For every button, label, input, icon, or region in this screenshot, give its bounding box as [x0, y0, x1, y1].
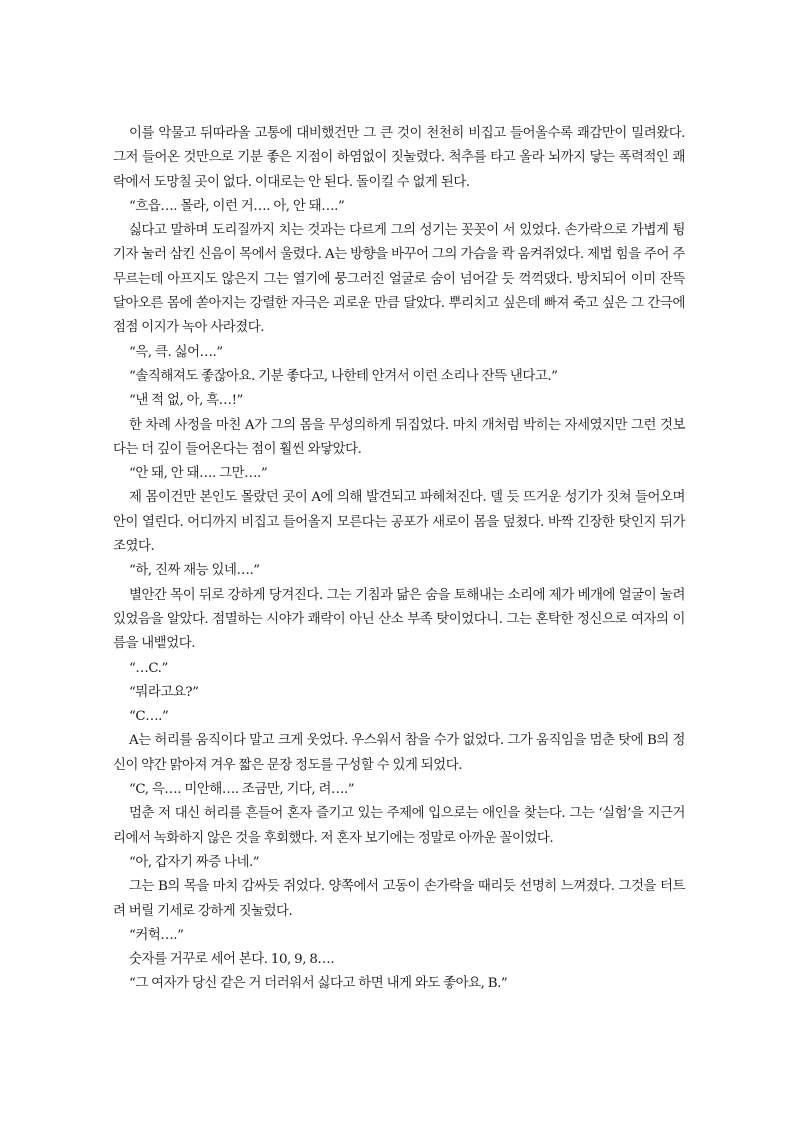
paragraph: “윽, 큭. 싫어….” — [129, 344, 223, 360]
body-text — [113, 122, 685, 997]
paragraph: “C, 윽…. 미안해…. 조금만, 기다, 려….” — [129, 782, 355, 798]
paragraph: 제 몸이건만 본인도 몰랐던 곳이 A에 의해 발견되고 파헤쳐진다. 델 듯 뜨거운 성기가 짓쳐 들어오며 안이 열린다. 어디까지 비집고 들어올지 모른다는 공포가 새로이 몸을 덮쳤다. 바짝 긴장한 탓인지 뒤가 조였다. — [113, 490, 685, 555]
paragraph: “안 돼, 안 돼…. 그만….” — [129, 466, 268, 482]
paragraph: 별안간 목이 뒤로 강하게 당겨진다. 그는 기침과 닮은 숨을 토해내는 소리에 제가 베개에 얼굴이 눌려 있었음을 알았다. 점멸하는 시야가 쾌락이 아닌 산소 부족 탓이었다니. 그는 혼탁한 정신으로 여자의 이름을 내뱉었다. — [113, 587, 685, 652]
paragraph: “뭐라고요?” — [129, 684, 199, 700]
paragraph: “C….” — [129, 709, 169, 725]
paragraph: “낸 적 없, 아, 흑…!” — [129, 393, 243, 409]
paragraph: 멈춘 저 대신 허리를 흔들어 혼자 즐기고 있는 주제에 입으로는 애인을 찾는다. 그는 ‘실험’을 지근거리에서 녹화하지 않은 것을 후회했다. 저 혼자 보기에는 정말로 아까운 꼴이었다. — [113, 806, 685, 846]
paragraph: “아, 갑자기 짜증 나네.” — [129, 854, 260, 870]
paragraph: “…C.” — [129, 660, 168, 676]
paragraph: 한 차례 사정을 마친 A가 그의 몸을 무성의하게 뒤집었다. 마치 개처럼 박히는 자세였지만 그런 것보다는 더 깊이 들어온다는 점이 훨씬 와닿았다. — [113, 417, 685, 457]
paragraph: 이를 악물고 뒤따라올 고통에 대비했건만 그 큰 것이 천천히 비집고 들어올수록 쾌감만이 밀려왔다. 그저 들어온 것만으로 기분 좋은 지점이 하염없이 짓눌렸다. 척추를 타고 올라 뇌까지 닿는 폭력적인 쾌락에서 도망칠 곳이 없다. 이대로는 안 된다. 돌이킬 수 없게 된다. — [113, 126, 685, 190]
paragraph: “흐읍…. 몰라, 이런 거…. 아, 안 돼….” — [129, 198, 345, 214]
paragraph: A는 허리를 움직이다 말고 크게 웃었다. 우스워서 참을 수가 없었다. 그가 움직임을 멈춘 탓에 B의 정신이 약간 맑아져 겨우 짧은 문장 정도를 구성할 수 있게 되었다. — [113, 733, 685, 773]
paragraph: “그 여자가 당신 같은 거 더러워서 싫다고 하면 내게 와도 좋아요, B.” — [129, 976, 508, 992]
paragraph: 그는 B의 목을 마치 감싸듯 쥐었다. 양쪽에서 고동이 손가락을 때리듯 선명히 느껴졌다. 그것을 터트려 버릴 기세로 강하게 짓눌렀다. — [113, 879, 685, 919]
paragraph: 싫다고 말하며 도리질까지 치는 것과는 다르게 그의 성기는 꼿꼿이 서 있었다. 손가락으로 가볍게 튕기자 눌러 삼킨 신음이 목에서 울렸다. A는 방향을 바꾸어 그의 가슴을 콱 움켜쥐었다. 제법 힘을 주어 주무르는데 아프지도 않은지 그는 열기에 뭉그러진 얼굴로 숨이 넘어갈 듯 꺽꺽댔다. 방치되어 이미 잔뜩 달아오른 몸에 쏟아지는 강렬한 자극은 괴로운 만큼 달았다. 뿌리치고 싶은데 빠져 죽고 싶은 그 간극에 점점 이지가 녹아 사라졌다. — [113, 223, 685, 336]
paragraph: “하, 진짜 재능 있네….” — [129, 563, 260, 579]
paragraph: “커헉….” — [129, 927, 184, 943]
paragraph: “솔직해져도 좋잖아요. 기분 좋다고, 나한테 안겨서 이런 소리나 잔뜩 낸다고.” — [129, 368, 558, 384]
paragraph: 숫자를 거꾸로 세어 본다. 10, 9, 8…. — [129, 952, 335, 968]
